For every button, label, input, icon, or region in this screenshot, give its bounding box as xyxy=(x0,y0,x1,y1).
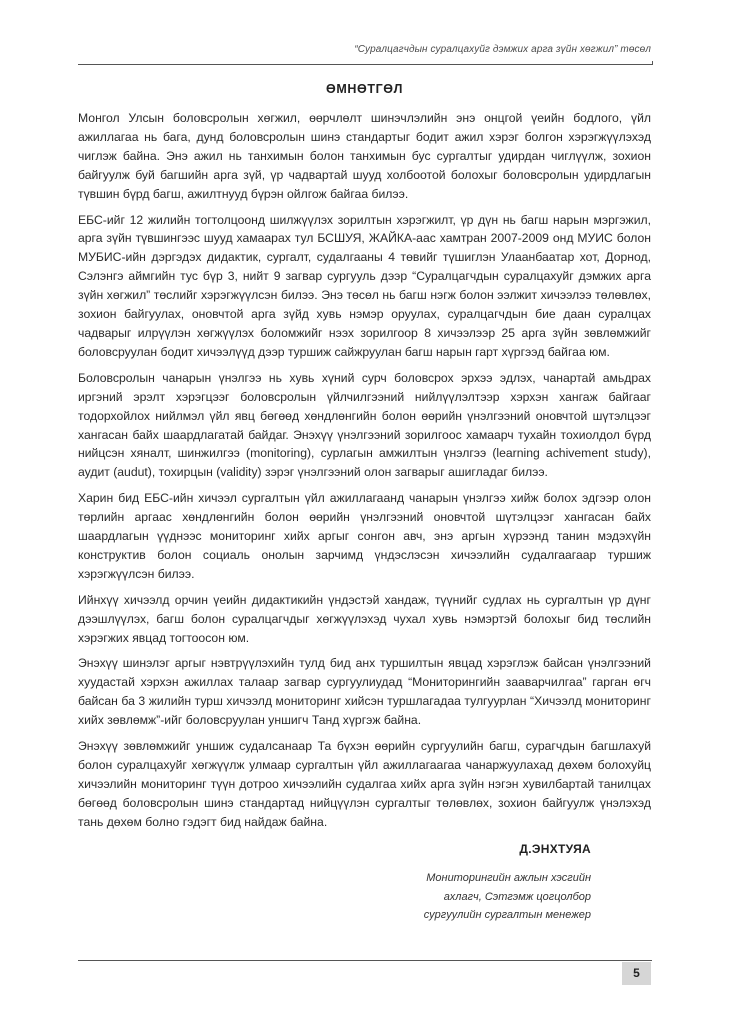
signature-block xyxy=(380,842,591,925)
header-divider-tick xyxy=(648,61,653,65)
paragraph: Харин бид ЕБС-ийн хичээл сургалтын үйл ажиллагаанд чанарын үнэлгээ хийж болох эдгээр олон төрлийн аргаас хөндлөнгийн болон өөрийн үнэлгээний оновчтой шүтэлцээг хангасан байх шаардлагын үүднээс мониторинг хийх аргыг сонгон авч, энэ аргын хүрээнд танин мэдэхүйн конструктив болон социаль онолын зарчимд үндэслэсэн хичээлийн судалгаагаар туршиж хэрэгжүүлсэн билээ. xyxy=(78,491,651,581)
header-divider xyxy=(78,64,652,65)
signature-role-line: Мониторингийн ажлын хэсгийн xyxy=(426,872,591,884)
signature-role-line: сургуулийн сургалтын менежер xyxy=(423,909,591,921)
paragraph: Монгол Улсын боловсролын хөгжил, өөрчлөлт шинэчлэлийн энэ онцгой үеийн бодлого, үйл ажиллагаа нь бага, дунд боловсролын шинэ стандартыг бодит ажил хэрэг болгон хэрэгжүүлэхэд чиглэж байна. Энэ ажил нь танхимын болон танхимын бус сургалтыг удирдан чиглүүлж, зохион байгуулж буй багшийн арга зүй, үр чадвартай шууд холбоотой болохыг боловсролын удирдлагын түвшин бүрд багш, ажилтнууд бүрэн ойлгож байгаа билээ. xyxy=(78,111,651,201)
footer-divider xyxy=(78,960,652,961)
running-header: “Суралцагчдын суралцахуйг дэмжих арга зүйн хөгжил” төсөл xyxy=(354,44,651,55)
paragraph: Энэхүү зөвлөмжийг уншиж судалсанаар Та бүхэн өөрийн сургуулийн багш, сурагчдын багшлахуй болон суралцахуйг хөгжүүлж улмаар сургалтын үйл ажиллагаагаа чанаржуулахад дөхөм болохуйц хичээлийн мониторинг түүн дотроо хичээлийн судалгаа хийх арга зүйн нэгэн хувилбартай танилцах бөгөөд боловсролын шинэ стандартад нийцүүлэн сургалтыг төлөвлөх, зохион байгуулж үнэлэхэд тань дөхөм болно гэдэгт бид найдаж байна. xyxy=(78,739,651,829)
signature-role-line: ахлагч, Сэтгэмж цогцолбор xyxy=(443,890,591,903)
signature-role xyxy=(380,869,591,925)
signature-name: Д.ЭНХТУЯА xyxy=(519,842,591,856)
body-text xyxy=(78,109,651,839)
page-number: 5 xyxy=(622,962,651,985)
paragraph: Ийнхүү хичээлд орчин үеийн дидактикийн үндэстэй хандаж, түүнийг судлах нь сургалтын үр дүнг дээшлүүлэх, багш болон суралцагчдыг хөгжүүлэхэд чухал хувь нэмэртэй болохыг бид төслийн хэрэгжих явцад тогтоосон юм. xyxy=(78,592,651,645)
paragraph: Боловсролын чанарын үнэлгээ нь хувь хүний сурч боловсрох эрхээ эдлэх, чанартай амьдрах иргэний эрэлт хэрэгцээг боловсролын үйлчилгээний нийлүүлэлтээр хэрхэн хангаж байгааг тодорхойлох нийлмэл үйл явц бөгөөд хөндлөнгийн болон өөрийн үнэлгээний оновчтой шүтэлцээг хангасан байх шаардлагатай байдаг. Энэхүү үнэлгээний зорилгоос хамаарч тухайн тохиолдол бүрд нийцсэн хяналт, шинжилгээ (monitoring), сурлагын амжилтын үнэлгээ (learning achivement study), аудит (audut), тохирцын (validity) зэрэг үнэлгээний олон загварыг ашигладаг билээ. xyxy=(78,370,651,480)
page-title: ӨМНӨТГӨЛ xyxy=(326,82,403,96)
paragraph: ЕБС-ийг 12 жилийн тогтолцоонд шилжүүлэх зорилтын хэрэгжилт, үр дүн нь багш нарын мэргэжил, арга зүйн түвшингээс шууд хамаарах тул БСШУЯ, ЖАЙКА-аас хамтран 2007-2009 онд МУИС болон МУБИС-ийн дэргэдэх дидактик, сургалт, судалгааны 4 төвийг түшиглэн Улаанбаатар хот, Дорнод, Сэлэнгэ аймгийн тус бүр 3, нийт 9 загвар сургууль дээр “Суралцагчдын суралцахуйг дэмжих арга зүйн хөгжил” төслийг хэрэгжүүлсэн билээ. Энэ төсөл нь багш нэгж болон ээлжит хичээлээ төлөвлөх, зохион байгуулах, оновчтой арга зүйд хувь нэмэр оруулах, суралцагчдын бие даан суралцах чадварыг илрүүлэн хөгжүүлэх боломжийг нээх зорилгоор 8 хичээлээр 25 арга зүйн зөвлөмжийг боловсруулан бодит хичээлүүд дээр туршиж сайжруулан багш нарын гарт хүргээд байгаа юм. xyxy=(78,212,651,359)
paragraph: Энэхүү шинэлэг аргыг нэвтрүүлэхийн тулд бид анх туршилтын явцад хэрэглэж байсан үнэлгээний хуудастай хэрхэн ажиллах талаар загвар сургуулиудад “Мониторингийн зааварчилгаа” гарган өгч байсан ба 3 жилийн турш хичээлд мониторинг хийсэн туршлагадаа тулгуурлан “Хичээлд мониторинг хийх зөвлөмж”-ийг боловсруулан уншигч Танд хүргэж байна. xyxy=(78,656,651,728)
